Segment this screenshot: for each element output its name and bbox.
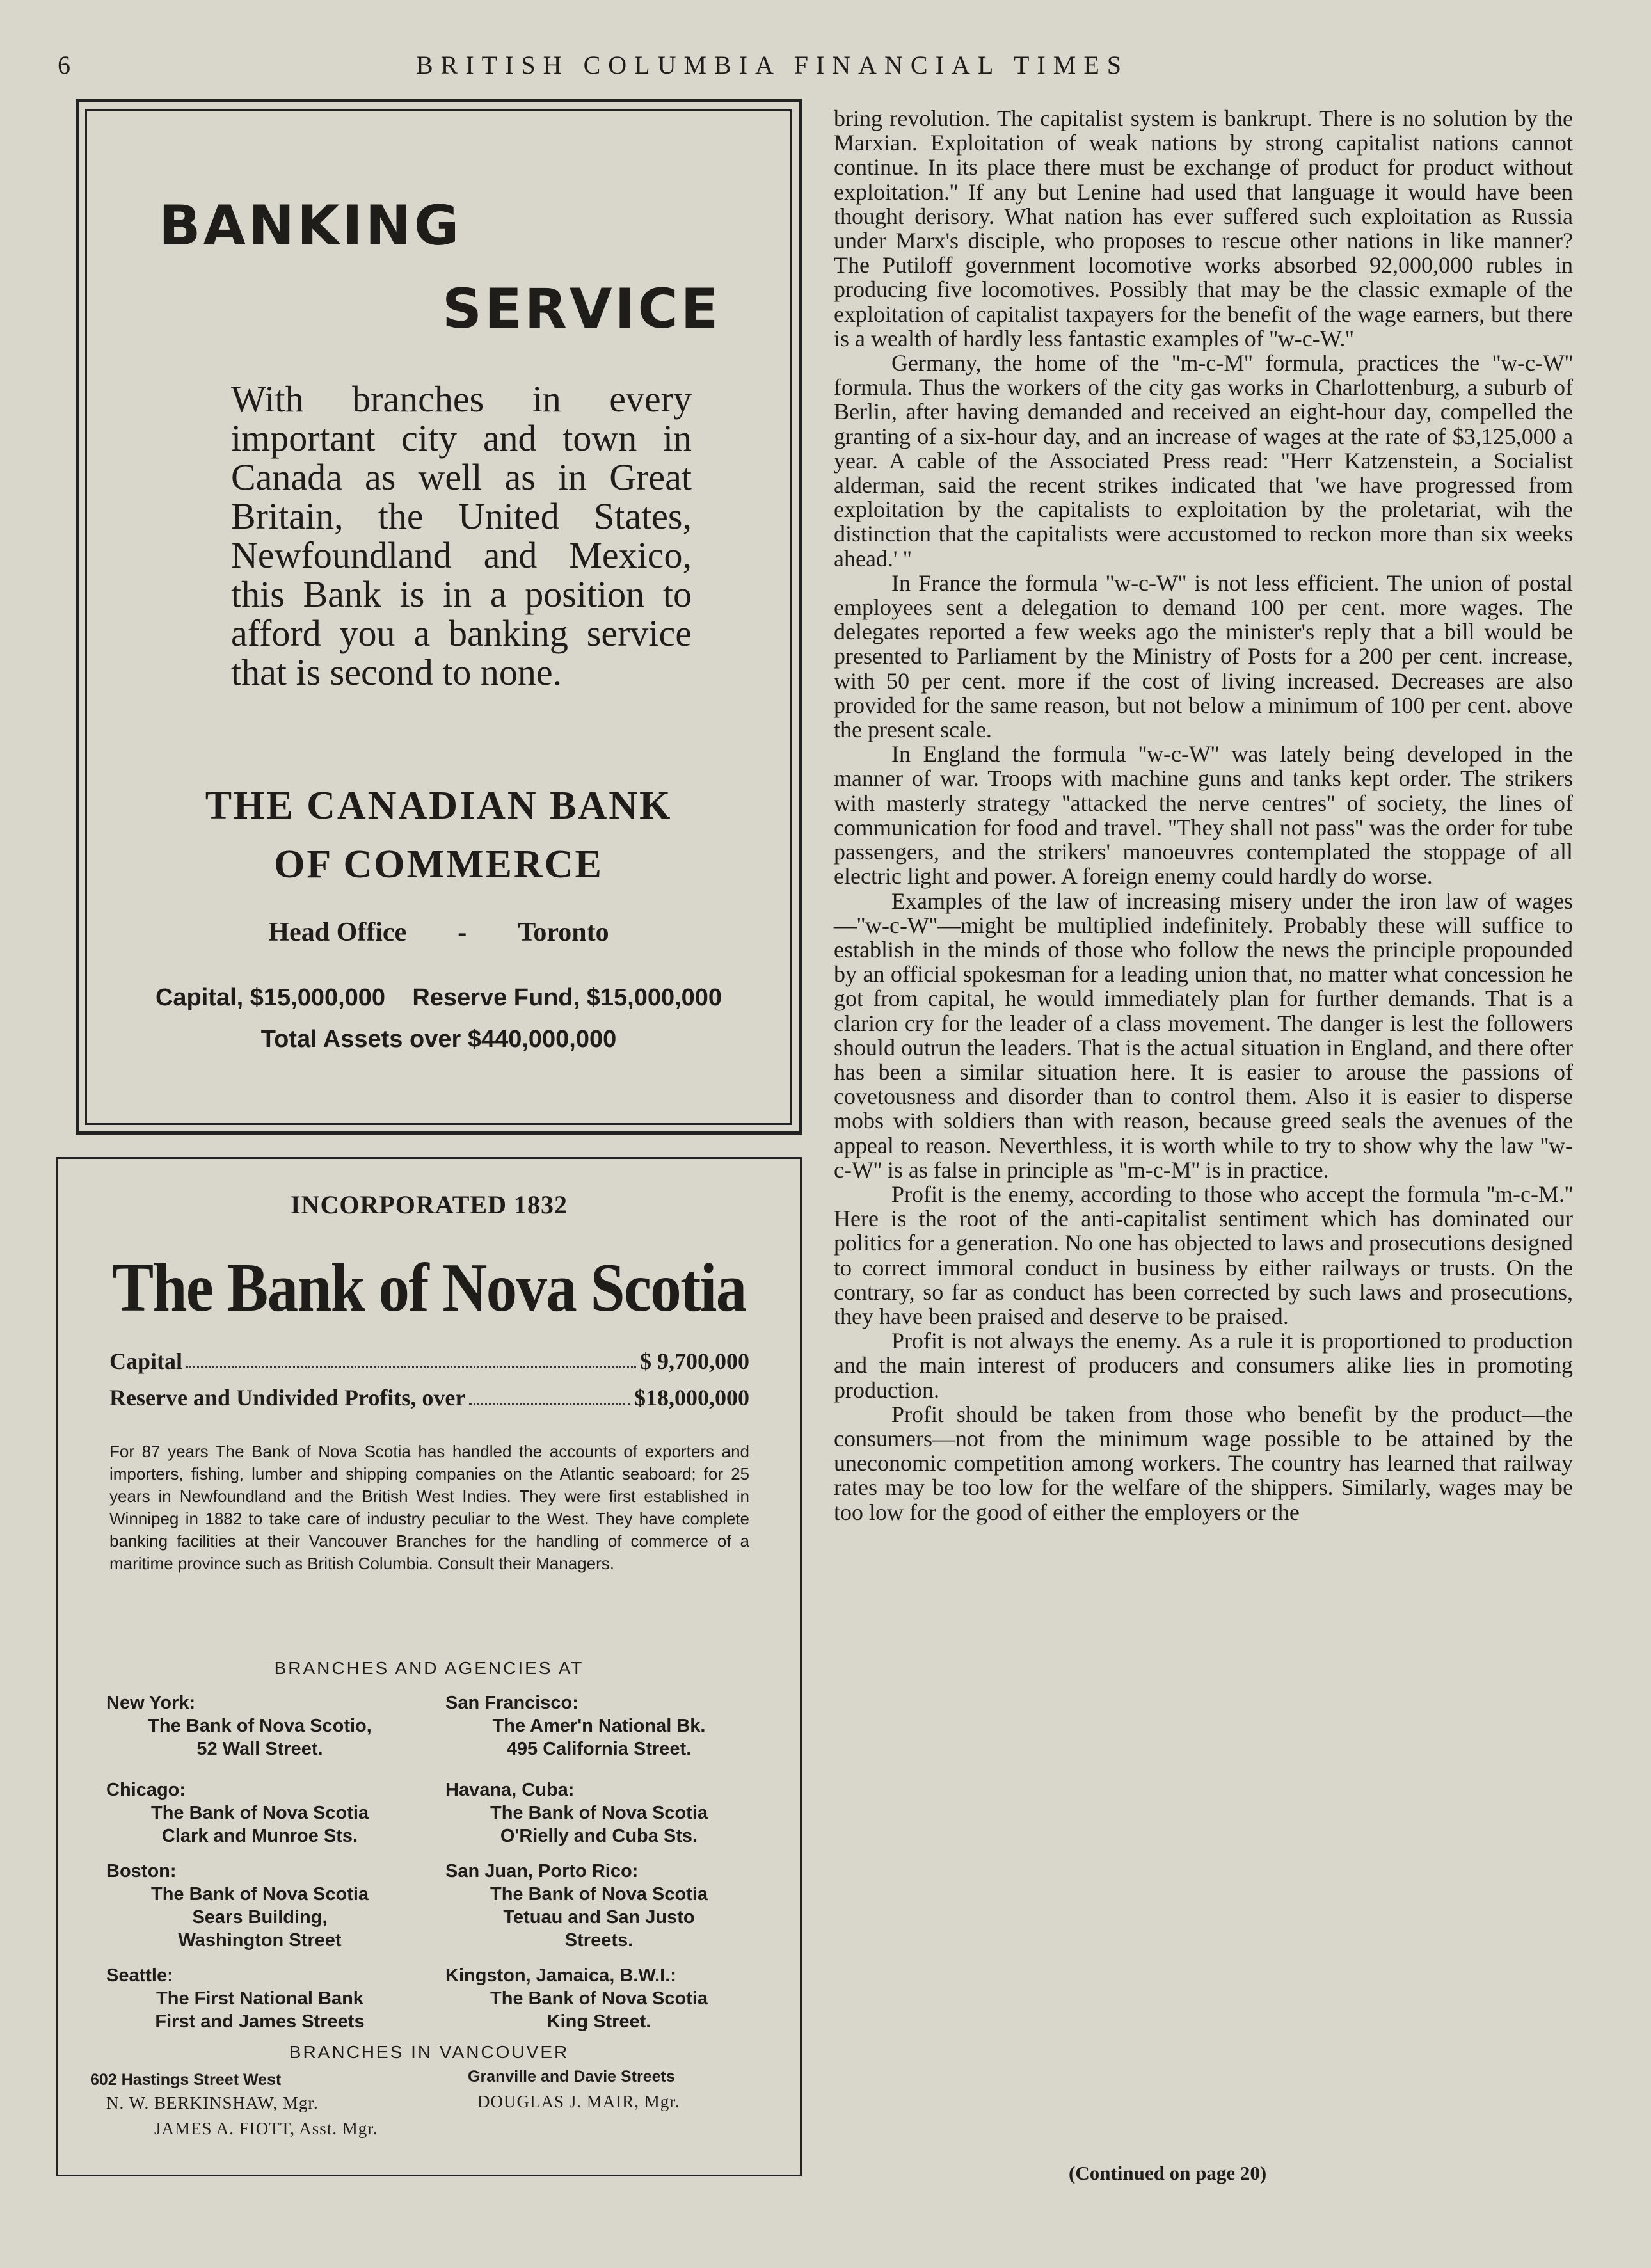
article-paragraph: Profit is the enemy, according to those who accept the formula ''m-c-M.'' Here is the root of the anti-capitalist sentiment which has dominated our politics for a generation. No one has objected to laws and prosecutions designed to correct immoral conduct in business by either railways or trusts. On the contrary, so far as conduct has been corrected by such laws and prosecutions, they have been praised and deserve to be praised. <box>834 1181 1573 1329</box>
branch-line: Clark and Munroe Sts. <box>161 1826 358 1846</box>
vancouver-manager-1: N. W. BERKINSHAW, Mgr. <box>106 2093 319 2112</box>
vancouver-branch-hastings: 602 Hastings Street West <box>90 2071 282 2089</box>
branch-city: San Francisco: <box>445 1693 578 1713</box>
head-office-label: Head Office <box>268 918 407 947</box>
branch-line: The Bank of Nova Scotia <box>150 1803 369 1823</box>
page-header <box>58 50 1606 88</box>
branch-line: The Bank of Nova Scotia <box>490 1988 708 2009</box>
branch-city: Seattle: <box>106 1965 173 1986</box>
branch-line: The Bank of Nova Scotia <box>490 1884 708 1905</box>
bns-incorporated: INCORPORATED 1832 <box>291 1190 568 1219</box>
cbc-ad-inner-border <box>85 109 792 1125</box>
branch-city: Havana, Cuba: <box>445 1780 575 1800</box>
branch-line: O'Rielly and Cuba Sts. <box>500 1826 698 1846</box>
article-paragraph: In France the formula ''w-c-W'' is not less efficient. The union of postal employees sent a delegation to demand 100 per cent. more wages. The delegates reported a few weeks ago the minister's reply that a bill would be presented to Parliament by the Ministry of Posts for a 200 per cent. increase, with 50 per cent. more if the cost of living increased. Decreases are also provided for the same reason, but not below a minimum of 100 per cent. above the present scale. <box>834 570 1573 743</box>
vancouver-assistant-manager: JAMES A. FIOTT, Asst. Mgr. <box>154 2119 378 2138</box>
cbc-bank-name-line-1: THE CANADIAN BANK <box>205 784 673 827</box>
article-paragraph: bring revolution. The capitalist system is bankrupt. There is no solution by the Marxian. Exploitation of weak nations by strong capitalist nations cannot continue. In its place there must be exchange of product for product without exploitation.'' If any but Lenine had used that language it would have been thought derisory. What nation has ever suffered such exploitation as Russia under Marx's disciple, who proposes to rescue other nations in like manner? The Putiloff government locomotive works absorbed 92,000,000 rubles in producing five locomotives. Possibly that may be the classic exmaple of the exploitation of capitalist taxpayers for the benefit of the wage earners, but there is a wealth of hardly less fantastic examples of ''w-c-W.'' <box>834 106 1573 351</box>
vancouver-branch-granville: Granville and Davie Streets <box>468 2068 675 2086</box>
cbc-bank-name-line-2: OF COMMERCE <box>274 843 603 886</box>
branch-line: The Amer'n National Bk. <box>492 1716 706 1736</box>
bns-title: The Bank of Nova Scotia <box>112 1250 746 1326</box>
vancouver-branches-heading: BRANCHES IN VANCOUVER <box>289 2042 570 2062</box>
branch-city: Chicago: <box>106 1780 186 1800</box>
bns-reserve-row <box>109 1384 749 1411</box>
branch-san-juan <box>445 1860 753 1952</box>
publication-title: BRITISH COLUMBIA FINANCIAL TIMES <box>416 51 1129 79</box>
article-paragraph: Profit is not always the enemy. As a rule it is proportioned to production and the main interest of producers and consumers alike lies in promoting production. <box>834 1328 1573 1403</box>
cbc-capital-line <box>87 984 790 1012</box>
bns-capital-row <box>109 1348 749 1375</box>
cbc-ad-body <box>231 379 692 692</box>
cbc-advertisement <box>76 99 802 1135</box>
bns-reserve-value: $18,000,000 <box>634 1385 749 1410</box>
article-paragraph: In England the formula ''w-c-W'' was lately being developed in the manner of war. Troops with machine guns and tanks kept order. The strikers with masterly strategy ''attacked the nerve centres'' of society, the lines of communication for food and travel. ''They shall not pass'' was the order for tube passengers, and the strikers' manoeuvres contemplated the stoppage of all electric light and power. A foreign enemy could hardly do worse. <box>834 741 1573 890</box>
branch-new-york <box>106 1691 413 1761</box>
bns-capital-label: Capital <box>109 1348 183 1374</box>
branch-line: Tetuau and San Justo <box>503 1907 695 1928</box>
branch-city: Kingston, Jamaica, B.W.I.: <box>445 1965 676 1986</box>
cbc-total-assets: Total Assets over $440,000,000 <box>260 1026 617 1053</box>
cbc-capital: Capital, $15,000,000 <box>155 984 386 1011</box>
branch-boston <box>106 1860 413 1952</box>
bns-capital-value: $ 9,700,000 <box>640 1348 749 1374</box>
bns-reserve-label: Reserve and Undivided Profits, over <box>109 1385 466 1410</box>
branches-heading: BRANCHES AND AGENCIES AT <box>274 1658 584 1678</box>
article-paragraph: Germany, the home of the ''m-c-M'' formula, practices the ''w-c-W'' formula. Thus the workers of the city gas works in Charlottenburg, a suburb of Berlin, after having demanded and received an eight-hour day, compelled the granting of a six-hour day, and an increase of wages at the rate of $3,125,000 a year. A cable of the Associated Press read: ''Herr Katzenstein, a Socialist alderman, said the recent strikes indicated that 'we have progressed from exploitation by the capitalists to exploitation by the proletariat, wih the distinction that the capitalists were accustomed to reckon more than six weeks ahead.' '' <box>834 350 1573 571</box>
cbc-ad-body-text: With branches in every important city and town in Canada as well as in Great Britain, the United States, Newfoundland and Mexico, this Bank is in a position to afford you a banking service that is second to none. <box>231 378 692 693</box>
branch-city: San Juan, Porto Rico: <box>445 1861 639 1881</box>
branch-kingston <box>445 1964 753 2033</box>
branch-line: First and James Streets <box>155 2011 365 2032</box>
head-office-city: Toronto <box>518 918 609 947</box>
branch-line: The First National Bank <box>156 1988 363 2009</box>
cbc-reserve: Reserve Fund, $15,000,000 <box>412 984 722 1011</box>
article-paragraph: Profit should be taken from those who benefit by the product—the consumers—not from the minimum wage possible to be attained by the uneconomic competition among workers. The country has learned that railway rates may be too low for the welfare of the shippers. Similarly, wages may be too low for the good of either the employers or the <box>834 1401 1573 1525</box>
branch-san-francisco <box>445 1691 753 1761</box>
branch-line: Sears Building, <box>192 1907 328 1928</box>
page-number: 6 <box>58 51 70 79</box>
leader-dots <box>469 1384 630 1405</box>
head-office-separator: - <box>458 918 467 947</box>
cbc-bank-name <box>87 776 790 894</box>
ad-heading-service: SERVICE <box>442 277 721 341</box>
branch-seattle <box>106 1964 413 2033</box>
branch-line: Washington Street <box>178 1930 342 1951</box>
branch-line: 495 California Street. <box>506 1739 692 1759</box>
cbc-head-office <box>87 917 790 948</box>
continued-notice: (Continued on page 20) <box>1069 2162 1267 2184</box>
vancouver-manager-2: DOUGLAS J. MAIR, Mgr. <box>477 2092 680 2111</box>
bns-description: For 87 years The Bank of Nova Scotia has handled the accounts of exporters and importers, fishing, lumber and shipping companies on the Atlantic seaboard; for 25 years in Newfoundland and the British West Indies. They were first established in Winnipeg in 1882 to take care of industry peculiar to the West. They have complete banking facilities at their Vancouver Branches for the handling of commerce of a maritime province such as British Columbia. Consult their Managers. <box>109 1442 749 1573</box>
branch-chicago <box>106 1778 413 1848</box>
article-column <box>834 106 1573 1524</box>
article-paragraph: Examples of the law of increasing misery under the iron law of wages—''w-c-W''—might be multiplied indefinitely. Probably these will suffice to establish in the minds of those who follow the news the principle propounded by an official spokesman for a leading union that, no matter what concession he got from capital, he would immediately plan for further demands. That is a clarion cry for the leader of a class movement. The danger is lest the followers should outrun the leaders. That is the actual situation in England, and there ofter has been a similar situation here. It is easier to arouse the passions of covetousness and disorder than to control them. Also it is easier to disperse mobs with soldiers than with reason, because greed seals the avenues of the appeal to reason. Neverthless, it is worth while to try to show why the law ''w-c-W'' is as false in principle as ''m-c-M'' is in practice. <box>834 888 1573 1183</box>
branch-line: Streets. <box>564 1930 634 1951</box>
branch-line: King Street. <box>546 2011 651 2032</box>
bns-advertisement <box>56 1157 802 2176</box>
branch-city: New York: <box>106 1693 196 1713</box>
leader-dots <box>186 1348 636 1368</box>
branch-city: Boston: <box>106 1861 177 1881</box>
branch-line: 52 Wall Street. <box>196 1739 323 1759</box>
ad-heading-banking: BANKING <box>159 194 462 258</box>
branch-line: The Bank of Nova Scotia <box>490 1803 708 1823</box>
branch-line: The Bank of Nova Scotia <box>150 1884 369 1905</box>
branch-line: The Bank of Nova Scotio, <box>148 1716 372 1736</box>
branch-havana <box>445 1778 753 1848</box>
